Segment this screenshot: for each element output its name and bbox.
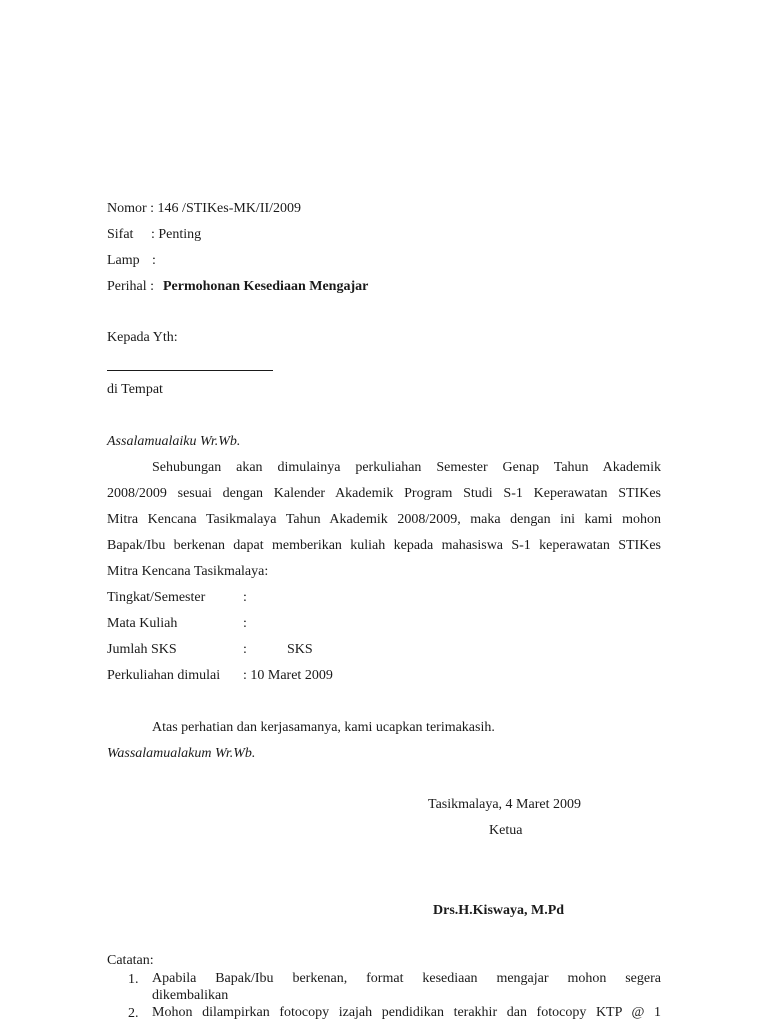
field-value: : (243, 616, 247, 631)
note-text (152, 1005, 661, 1022)
field-value: : (243, 590, 247, 605)
recipient-place: di Tempat (107, 382, 163, 397)
signatory-name: Drs.H.Kiswaya, M.Pd (433, 903, 565, 918)
perihal-value: Permohonan Kesediaan Mengajar (163, 279, 369, 294)
perihal-label: Perihal : (107, 279, 155, 294)
field-jumlah-sks (107, 642, 313, 658)
field-label: Tingkat/Semester (107, 590, 206, 605)
paragraph-line: Sehubungan akan dimulainya perkuliahan Semester Genap Tahun Akademik (152, 460, 661, 475)
letter-subject (107, 279, 368, 295)
lamp-label: Lamp (107, 253, 140, 268)
recipient-to: Kepada Yth: (107, 330, 178, 345)
signatory-position: Ketua (489, 823, 523, 838)
paragraph-line: Bapak/Ibu berkenan dapat memberikan kuliah kepada mahasiswa S-1 keperawatan STIKes (107, 538, 661, 553)
recipient-blank-line (107, 370, 273, 371)
field-label: Perkuliahan dimulai (107, 668, 221, 683)
note-line: Apabila Bapak/Ibu berkenan, format kesediaan mengajar mohon segera (152, 971, 661, 986)
field-perkuliahan (107, 668, 333, 684)
letter-number: Nomor : 146 /STIKes-MK/II/2009 (107, 201, 302, 216)
field-value: : 10 Maret 2009 (243, 668, 333, 683)
note-line: Mohon dilampirkan fotocopy izajah pendidikan terakhir dan fotocopy KTP @ 1 (152, 1005, 661, 1020)
closing-sentence: Atas perhatian dan kerjasamanya, kami ucapkan terimakasih. (152, 720, 495, 735)
note-number: 2. (128, 1006, 139, 1021)
lamp-value: : (152, 253, 156, 268)
letter-nature (107, 227, 201, 243)
field-suffix: SKS (287, 642, 313, 657)
note-line: dikembalikan (152, 988, 229, 1003)
greeting: Assalamualaiku Wr.Wb. (107, 434, 241, 449)
field-tingkat (107, 590, 247, 606)
field-label: Jumlah SKS (107, 642, 177, 657)
letter-attachment (107, 253, 156, 269)
farewell: Wassalamualakum Wr.Wb. (107, 746, 256, 761)
body-paragraph (107, 455, 661, 585)
field-label: Mata Kuliah (107, 616, 178, 631)
note-number: 1. (128, 972, 139, 987)
paragraph-line: Mitra Kencana Tasikmalaya: (107, 564, 269, 579)
note-text (152, 971, 661, 1005)
sifat-value: : Penting (151, 227, 202, 242)
sifat-label: Sifat (107, 227, 134, 242)
field-mata-kuliah (107, 616, 247, 632)
notes-title: Catatan: (107, 953, 154, 968)
paragraph-line: 2008/2009 sesuai dengan Kalender Akademik Program Studi S-1 Keperawatan STIKes (107, 486, 661, 501)
paragraph-line: Mitra Kencana Tasikmalaya Tahun Akademik 2008/2009, maka dengan ini kami mohon (107, 512, 661, 527)
field-value: : (243, 642, 247, 657)
place-date: Tasikmalaya, 4 Maret 2009 (428, 797, 581, 812)
